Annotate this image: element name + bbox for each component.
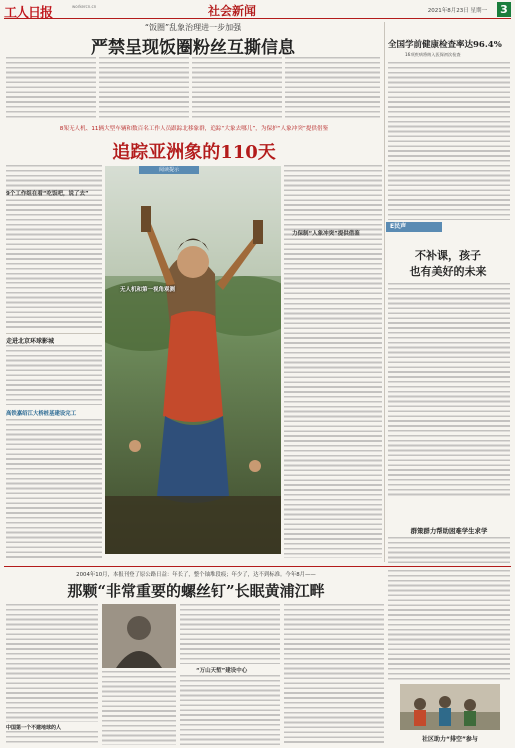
left-box2-body [6, 419, 102, 559]
photo-tag: 阅读提示 [139, 166, 199, 174]
top-story-kicker: “饭圈”乱象治理进一步加强 [144, 23, 242, 32]
bottom-subhead: “万山天堑”建设中心 [196, 668, 248, 674]
right-top-body [388, 62, 510, 220]
masthead [4, 2, 511, 19]
lead-subhead-1: 9个工作组在看“吃饭吧，说了去” [6, 191, 89, 197]
bottom-photo [102, 604, 176, 668]
right-top-headline: 全国学前健康检查率达96.4% [388, 40, 502, 50]
photo-illustration [105, 166, 281, 554]
lead-story-kicker: 8架无人机、11辆大型车辆和数百名工作人员跟踪北移象群，追踪“大象去哪儿”，为保护“人象冲突”提供借鉴 [59, 126, 329, 132]
lead-photo [105, 166, 281, 554]
lead-subhead-3: 力保制“人象冲突”提供借鉴 [292, 231, 360, 237]
right-top-subhead: 16项疾病将纳入医保初次检查 [405, 52, 461, 57]
bottom-col2b [102, 671, 176, 745]
lead-col3b [284, 298, 382, 558]
sidebar-bottom-head: 群策群力帮助困难学生求学 [410, 527, 488, 535]
lead-col1b [6, 282, 102, 330]
top-story-col3 [192, 57, 282, 118]
top-story-col4 [285, 57, 380, 118]
sidebar-section-label: E民声 [386, 222, 442, 232]
divider [6, 333, 102, 334]
bottom-col3b [180, 675, 280, 745]
bottom-divider [4, 566, 511, 567]
page-number: 3 [497, 2, 511, 17]
sidebar-body [388, 283, 510, 497]
top-story-col1 [6, 57, 96, 118]
column-divider [384, 22, 385, 562]
bottom-left-sub: 中国第一个不建地球的人 [6, 725, 62, 731]
left-box1-title: 走进北京环球影城 [6, 338, 55, 345]
bottom-col4 [284, 604, 384, 745]
lead-subhead-2: 无人机和第一视角观测 [120, 287, 176, 293]
bottom-col3 [180, 604, 280, 664]
portrait-illustration [102, 604, 176, 668]
bottom-col1b [6, 731, 98, 745]
left-box2-title: 高铁嘉绍江大桥桩基建设完工 [6, 411, 77, 417]
masthead-sub: workercn.cn [72, 4, 97, 9]
sidebar-bottom-body2 [388, 570, 510, 680]
newspaper-logo: 工人日报 [4, 6, 53, 21]
top-story-headline: 严禁呈现饭圈粉丝互撕信息 [91, 38, 295, 58]
sidebar-bottom-body [388, 537, 510, 565]
bottom-story-headline: 那颗“非常重要的螺丝钉”长眠黄浦江畔 [67, 582, 325, 600]
lead-story-headline: 追踪亚洲象的110天 [112, 142, 276, 163]
top-story-col2 [99, 57, 189, 118]
issue-date: 2021年8月23日 星期一 [427, 8, 487, 14]
community-photo [400, 684, 500, 730]
left-box1-body [6, 345, 102, 405]
community-head: 社区助力“排空”参与 [422, 736, 478, 743]
bottom-col1 [6, 604, 98, 722]
lead-col1 [6, 165, 102, 280]
community-illustration [400, 684, 500, 730]
sidebar-headline-2: 也有美好的未来 [409, 265, 487, 278]
bottom-story-kicker: 2004年10月，本报刊登了原公路日益：年长了，整个铀堆段痕；年少了，达不到标准。今年8月—— [76, 572, 316, 578]
section-title: 社会新闻 [208, 4, 257, 18]
sidebar-headline-1: 不补课，孩子 [415, 249, 481, 262]
